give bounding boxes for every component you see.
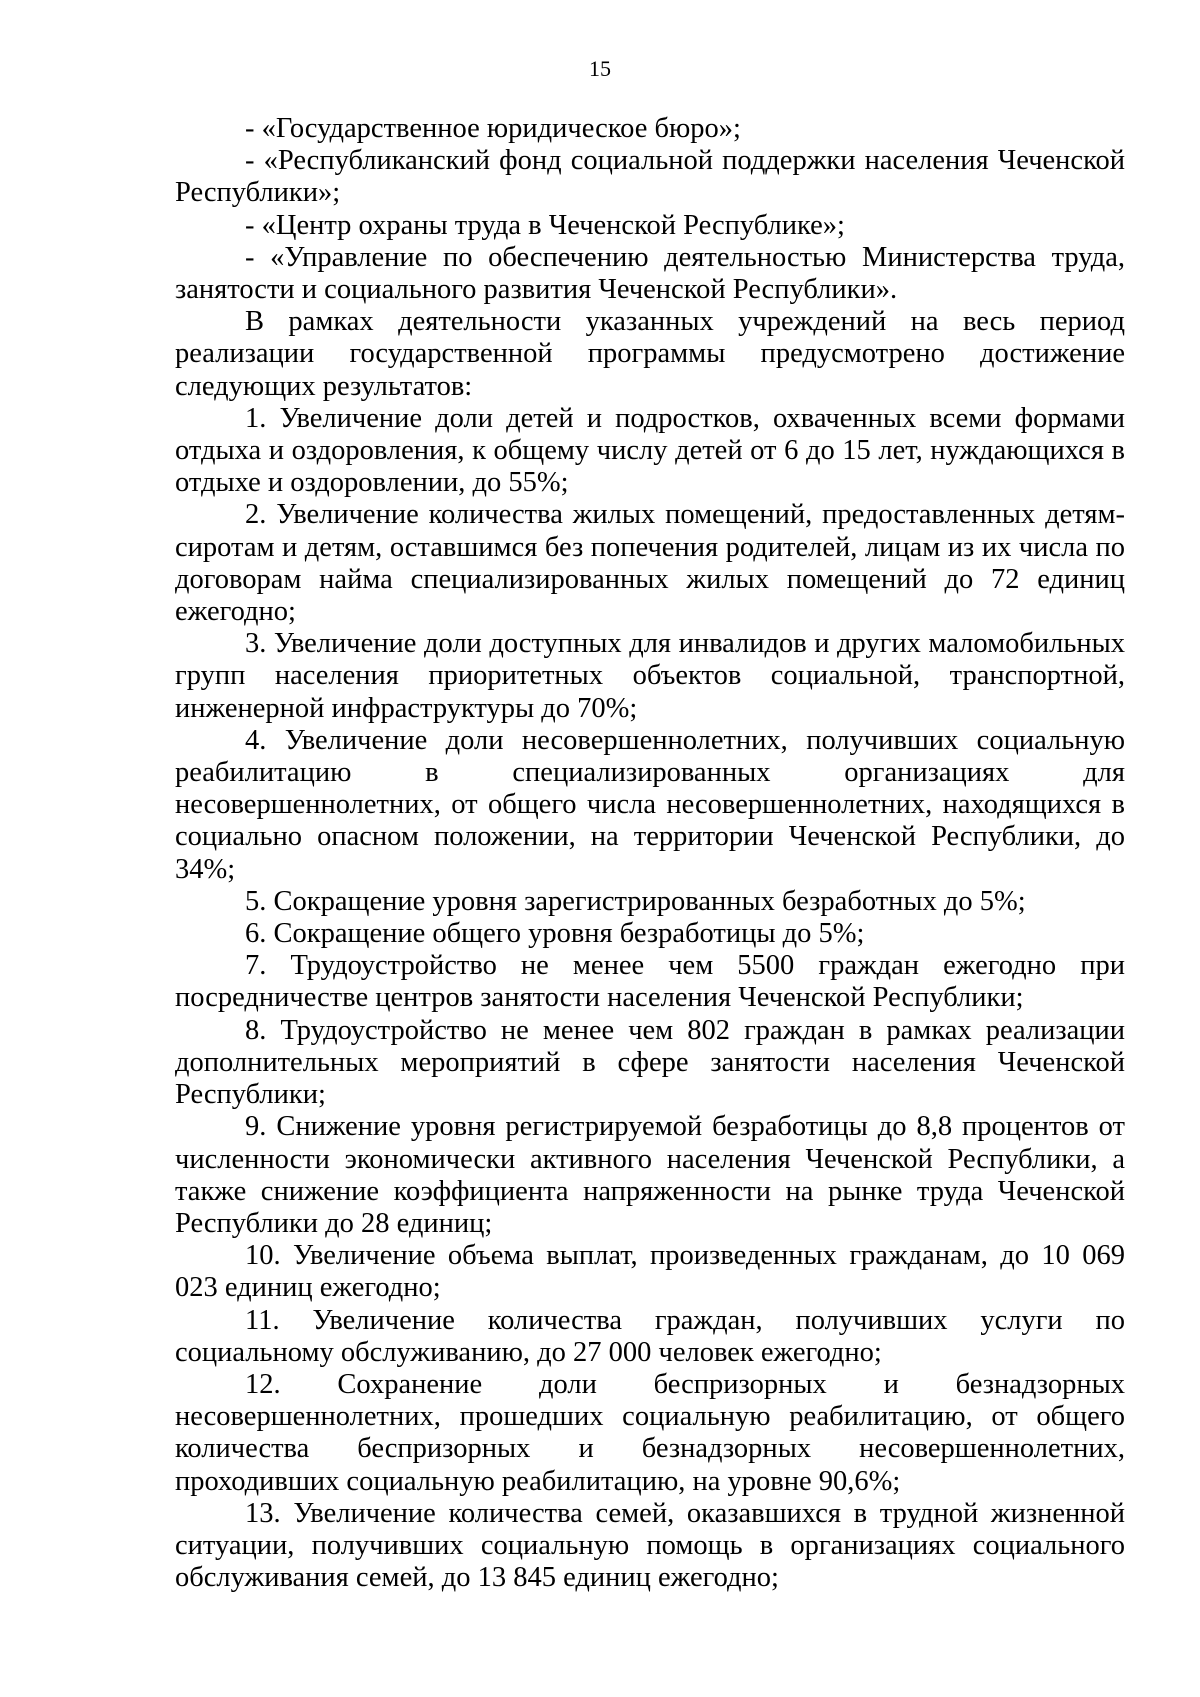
list-item: 9. Снижение уровня регистрируемой безработицы до 8,8 процентов от численности экономически активного населения Чеченской Республики, а также снижение коэффициента напряженности на рынке труда Чеченской Республики до 28 единиц;: [175, 1111, 1125, 1239]
paragraph: - «Республиканский фонд социальной поддержки населения Чеченской Республики»;: [175, 145, 1125, 209]
list-item: 7. Трудоустройство не менее чем 5500 граждан ежегодно при посредничестве центров занятости населения Чеченской Республики;: [175, 950, 1125, 1014]
list-item: 6. Сокращение общего уровня безработицы до 5%;: [245, 918, 865, 950]
list-item: 2. Увеличение количества жилых помещений, предоставленных детям-сиротам и детям, оставшимся без попечения родителей, лицам из их числа по договорам найма специализированных жилых помещений до 72 единиц ежегодно;: [175, 499, 1125, 628]
list-item: 10. Увеличение объема выплат, произведенных гражданам, до 10 069 023 единиц ежегодно;: [175, 1240, 1125, 1304]
list-item: 1. Увеличение доли детей и подростков, охваченных всеми формами отдыха и оздоровления, к общему числу детей от 6 до 15 лет, нуждающихся в отдыхе и оздоровлении, до 55%;: [175, 402, 1125, 499]
paragraph: - «Центр охраны труда в Чеченской Республике»;: [245, 209, 845, 241]
list-item: 13. Увеличение количества семей, оказавшихся в трудной жизненной ситуации, получивших социальную помощь в организациях социального обслуживания семей, до 13 845 единиц ежегодно;: [175, 1497, 1125, 1594]
list-item: 8. Трудоустройство не менее чем 802 граждан в рамках реализации дополнительных мероприятий в сфере занятости населения Чеченской Республики;: [175, 1014, 1125, 1111]
paragraph: В рамках деятельности указанных учреждений на весь период реализации государственной программы предусмотрено достижение следующих результатов:: [175, 306, 1125, 402]
list-item: 5. Сокращение уровня зарегистрированных безработных до 5%;: [245, 885, 1026, 917]
paragraph: - «Управление по обеспечению деятельностью Министерства труда, занятости и социального развития Чеченской Республики».: [175, 241, 1125, 306]
list-item: 4. Увеличение доли несовершеннолетних, получивших социальную реабилитацию в специализированных организациях для несовершеннолетних, от общего числа несовершеннолетних, находящихся в социально опасном положении, на территории Чеченской Республики, до 34%;: [175, 724, 1125, 885]
list-item: 3. Увеличение доли доступных для инвалидов и других маломобильных групп населения приоритетных объектов социальной, транспортной, инженерной инфраструктуры до 70%;: [175, 628, 1125, 724]
list-item: 11. Увеличение количества граждан, получивших услуги по социальному обслуживанию, до 27 000 человек ежегодно;: [175, 1304, 1125, 1368]
list-item: 12. Сохранение доли беспризорных и безнадзорных несовершеннолетних, прошедших социальную реабилитацию, от общего количества беспризорных и безнадзорных несовершеннолетних, проходивших социальную реабилитацию, на уровне 90,6%;: [175, 1368, 1125, 1497]
paragraph: - «Государственное юридическое бюро»;: [245, 113, 741, 144]
document-body: [175, 113, 1125, 1594]
page-number: 15: [589, 56, 611, 81]
